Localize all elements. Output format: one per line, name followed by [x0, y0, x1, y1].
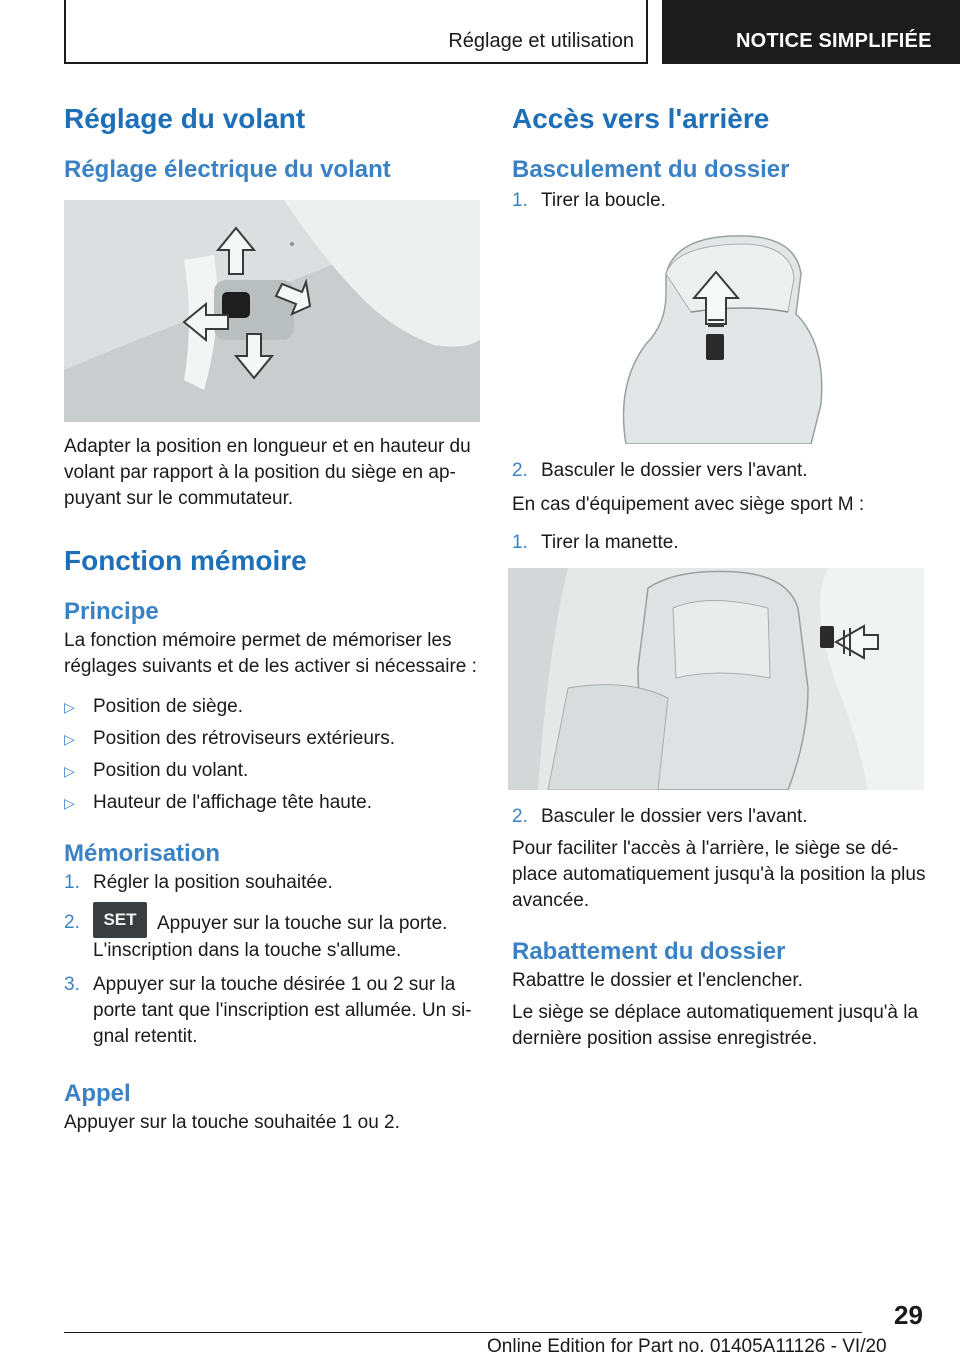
header-section-box — [64, 0, 648, 64]
list-item: ▷ Position de siège. — [64, 694, 482, 720]
paragraph-adapter-position: Adapter la position en longueur et en hauteur du volant par rapport à la position du siège en appuyant sur le commutateur. — [64, 436, 471, 509]
list-item: ▷ Position du volant. — [64, 758, 482, 784]
heading-reglage-volant: Réglage du volant — [64, 103, 306, 134]
heading-appel: Appel — [64, 1080, 131, 1107]
paragraph-deplace: Le siège se déplace automatiquement jusqu'à la dernière position assise enregistrée. — [512, 1002, 919, 1049]
list-item: 1. Régler la position souhaitée. — [64, 872, 333, 893]
list-item: ▷ Hauteur de l'affichage tête haute. — [64, 790, 482, 816]
memory-bullet-list — [64, 694, 482, 816]
memorisation-steps — [64, 870, 482, 1050]
heading-principe: Principe — [64, 598, 159, 625]
header-section-title: Réglage et utilisation — [448, 30, 634, 52]
heading-memorisation: Mémorisation — [64, 840, 221, 867]
triangle-bullet-icon: ▷ — [64, 795, 75, 811]
steering-switch-drawing — [64, 200, 480, 422]
paragraph-rabattre: Rabattre le dossier et l'enclencher. — [512, 970, 803, 991]
list-item: 2. SET Appuyer sur la touche sur la porte. L'inscription dans la touche s'allume. — [64, 910, 482, 964]
left-column — [64, 100, 482, 1136]
paragraph-appel: Appuyer sur la touche souhaitée 1 ou 2. — [64, 1112, 400, 1133]
list-item: 1. Tirer la manette. — [512, 532, 679, 553]
paragraph-siege-sport: En cas d'équipement avec siège sport M : — [512, 494, 865, 515]
heading-acces-arriere: Accès vers l'arrière — [512, 103, 770, 134]
page-number: 29 — [894, 1300, 923, 1330]
paragraph-principe: La fonction mémoire permet de mémoriser les réglages suivants et de les activer si nécessaire : — [64, 630, 477, 677]
list-item: 2. Basculer le dossier vers l'avant. — [512, 806, 808, 827]
header-badge-label: NOTICE SIMPLIFIÉE — [736, 30, 932, 52]
seat-loop-illustration — [596, 234, 840, 444]
sport-seat-drawing — [508, 568, 924, 790]
footer-divider — [64, 1332, 862, 1333]
sport-seat-illustration — [508, 568, 924, 790]
paragraph-faciliter-acces: Pour faciliter l'accès à l'arrière, le siège se déplace automatiquement jusqu'à la position la plus avancée. — [512, 838, 926, 911]
triangle-bullet-icon: ▷ — [64, 763, 75, 779]
heading-basculement: Basculement du dossier — [512, 156, 790, 183]
list-item: 3. Appuyer sur la touche désirée 1 ou 2 sur la porte tant que l'inscription est allumée. Un signal retentit. — [64, 974, 472, 1047]
triangle-bullet-icon: ▷ — [64, 699, 75, 715]
steering-switch-illustration — [64, 200, 480, 422]
list-item: 1. Tirer la boucle. — [512, 190, 666, 211]
header-badge — [662, 0, 960, 64]
heading-fonction-memoire: Fonction mémoire — [64, 545, 307, 576]
footer-edition-text: Online Edition for Part no. 01405A11126 - VI/20 — [487, 1336, 887, 1357]
list-item: ▷ Position des rétroviseurs extérieurs. — [64, 726, 482, 752]
list-item: 2. Basculer le dossier vers l'avant. — [512, 460, 808, 481]
set-button-icon: SET — [93, 902, 147, 938]
triangle-bullet-icon: ▷ — [64, 731, 75, 747]
heading-reglage-electrique: Réglage électrique du volant — [64, 156, 391, 183]
seat-loop-drawing — [596, 234, 840, 444]
heading-rabattement: Rabattement du dossier — [512, 938, 786, 965]
right-column — [512, 100, 932, 1052]
